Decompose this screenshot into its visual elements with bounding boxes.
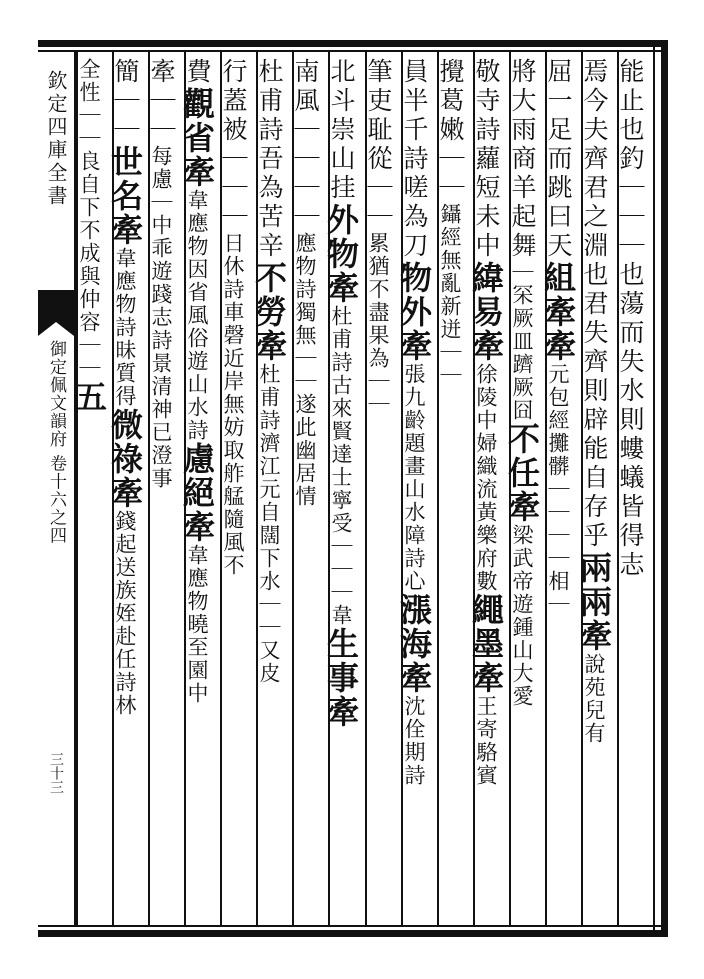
entry-headword: 兩兩牽 — [575, 551, 613, 653]
entry-headword: 慮絕牽 — [178, 442, 216, 544]
annotation-text: 韋應物詩昧質得 — [113, 247, 137, 408]
annotation-text: 全性｜｜良自 — [77, 58, 101, 196]
annotation-text: 元包經攤髒｜｜｜｜相｜ — [546, 363, 570, 616]
entry-headword: 世名牽 — [106, 145, 144, 247]
text-column — [250, 58, 291, 924]
annotation-text: 沈佺期詩 — [402, 695, 426, 787]
entry-headword: 繩墨牽 — [467, 593, 505, 695]
annotation-text: 杜甫詩濟江元自闊下水｜｜又皮 — [257, 363, 281, 685]
frame-inner-top-rule — [38, 50, 661, 52]
body-text: 筆吏耻從｜｜ — [364, 58, 393, 232]
body-text: 敬寺詩蘿短未中 — [472, 58, 501, 261]
frame-bottom-border — [38, 930, 668, 937]
entry-headword: 生事牽 — [322, 627, 360, 729]
text-column — [395, 58, 436, 924]
entry-headword: 不任牽 — [503, 422, 541, 524]
annotation-text: 韋應物曉至園中 — [185, 544, 209, 705]
entry-headword: 漲海牽 — [395, 593, 433, 695]
text-column — [293, 58, 327, 924]
text-column — [366, 58, 400, 924]
text-column — [149, 58, 183, 924]
volume-label: 御定佩文韻府 卷十六之四 — [46, 340, 66, 545]
entry-headword: 觀省牽 — [178, 87, 216, 189]
body-text: 焉今夫齊君之淵也君失齊則辟能自存乎 — [580, 58, 609, 551]
entry-headword: 不勞牽 — [250, 261, 288, 363]
frame-inner-right-rule — [653, 47, 655, 930]
text-column — [575, 58, 616, 924]
body-text: 攪葛嫩｜｜ — [436, 58, 465, 203]
body-text: 費 — [183, 58, 212, 87]
annotation-text: 鑷經無亂新迸｜｜ — [438, 203, 462, 387]
text-column — [70, 58, 111, 924]
body-text: 屈一足而跳曰天 — [544, 58, 573, 261]
entry-headword: 微祿牽 — [106, 408, 144, 510]
annotation-text: 韋應物因省風俗遊山水詩 — [185, 189, 209, 442]
annotation-text: 王寄駱賓 — [474, 695, 498, 787]
folio-number: 三十三 — [48, 752, 64, 794]
annotation-text: 下不成與仲容｜｜ — [77, 196, 101, 380]
annotation-text: 說苑兒有 — [582, 653, 606, 745]
body-text: 杜甫詩吾為苦辛 — [255, 58, 284, 261]
body-text: 南風｜｜｜｜ — [291, 58, 320, 232]
annotation-text: 張九齡題畫山水障詩心 — [402, 363, 426, 593]
text-column — [106, 58, 147, 924]
text-column — [539, 58, 580, 924]
annotation-text: 錢起送族姪赴任詩林 — [113, 510, 137, 717]
entry-headword: 組牽牽 — [539, 261, 577, 363]
annotation-text: 梁武帝遊鍾山大愛 — [510, 524, 534, 708]
annotation-text: 每慮｜中乖遊踐志 — [149, 145, 173, 329]
body-text: 員半千詩嗟為刀 — [400, 58, 429, 261]
book-title: 欽定四庫全書 — [44, 70, 68, 208]
body-text: 北斗崇山挂 — [327, 58, 356, 203]
annotation-text: 徐陵中婦織流黃樂府數 — [474, 363, 498, 593]
annotation-text: 應物詩獨無｜｜遂此幽居情 — [293, 232, 317, 508]
frame-inner-bottom-rule — [38, 925, 661, 927]
text-column — [221, 58, 255, 924]
body-text: 能止也釣｜｜｜也蕩而失水則螻蟻皆得志 — [616, 58, 645, 580]
annotation-text: 日休詩車磬近岸無妨取舴艋隨風不 — [221, 232, 245, 577]
annotation-text: 累猶不盡果為｜｜ — [366, 232, 390, 416]
entry-headword: 外物牽 — [322, 203, 360, 305]
entry-headword: 物外牽 — [395, 261, 433, 363]
frame-top-border — [38, 40, 668, 47]
body-text: 行蓋被｜｜｜ — [219, 58, 248, 232]
text-column — [467, 58, 508, 924]
body-text: 將大雨商羊起舞 — [508, 58, 537, 261]
frame-right-border — [661, 40, 668, 937]
annotation-text: ｜罙厥皿躋厥囧 — [510, 261, 534, 422]
text-column — [322, 58, 363, 924]
annotation-text: 杜甫詩古來賢達士寧受｜｜｜韋 — [329, 305, 353, 627]
annotation-text: 詩景清神已澄事 — [149, 329, 173, 490]
body-text: 牽｜｜ — [147, 58, 176, 145]
text-column — [503, 58, 544, 924]
body-text: 簡｜｜ — [111, 58, 140, 145]
entry-headword: 緯易牽 — [467, 261, 505, 363]
text-column — [438, 58, 472, 924]
text-column — [178, 58, 219, 924]
text-column — [618, 58, 652, 924]
entry-headword: 五 — [70, 380, 108, 414]
